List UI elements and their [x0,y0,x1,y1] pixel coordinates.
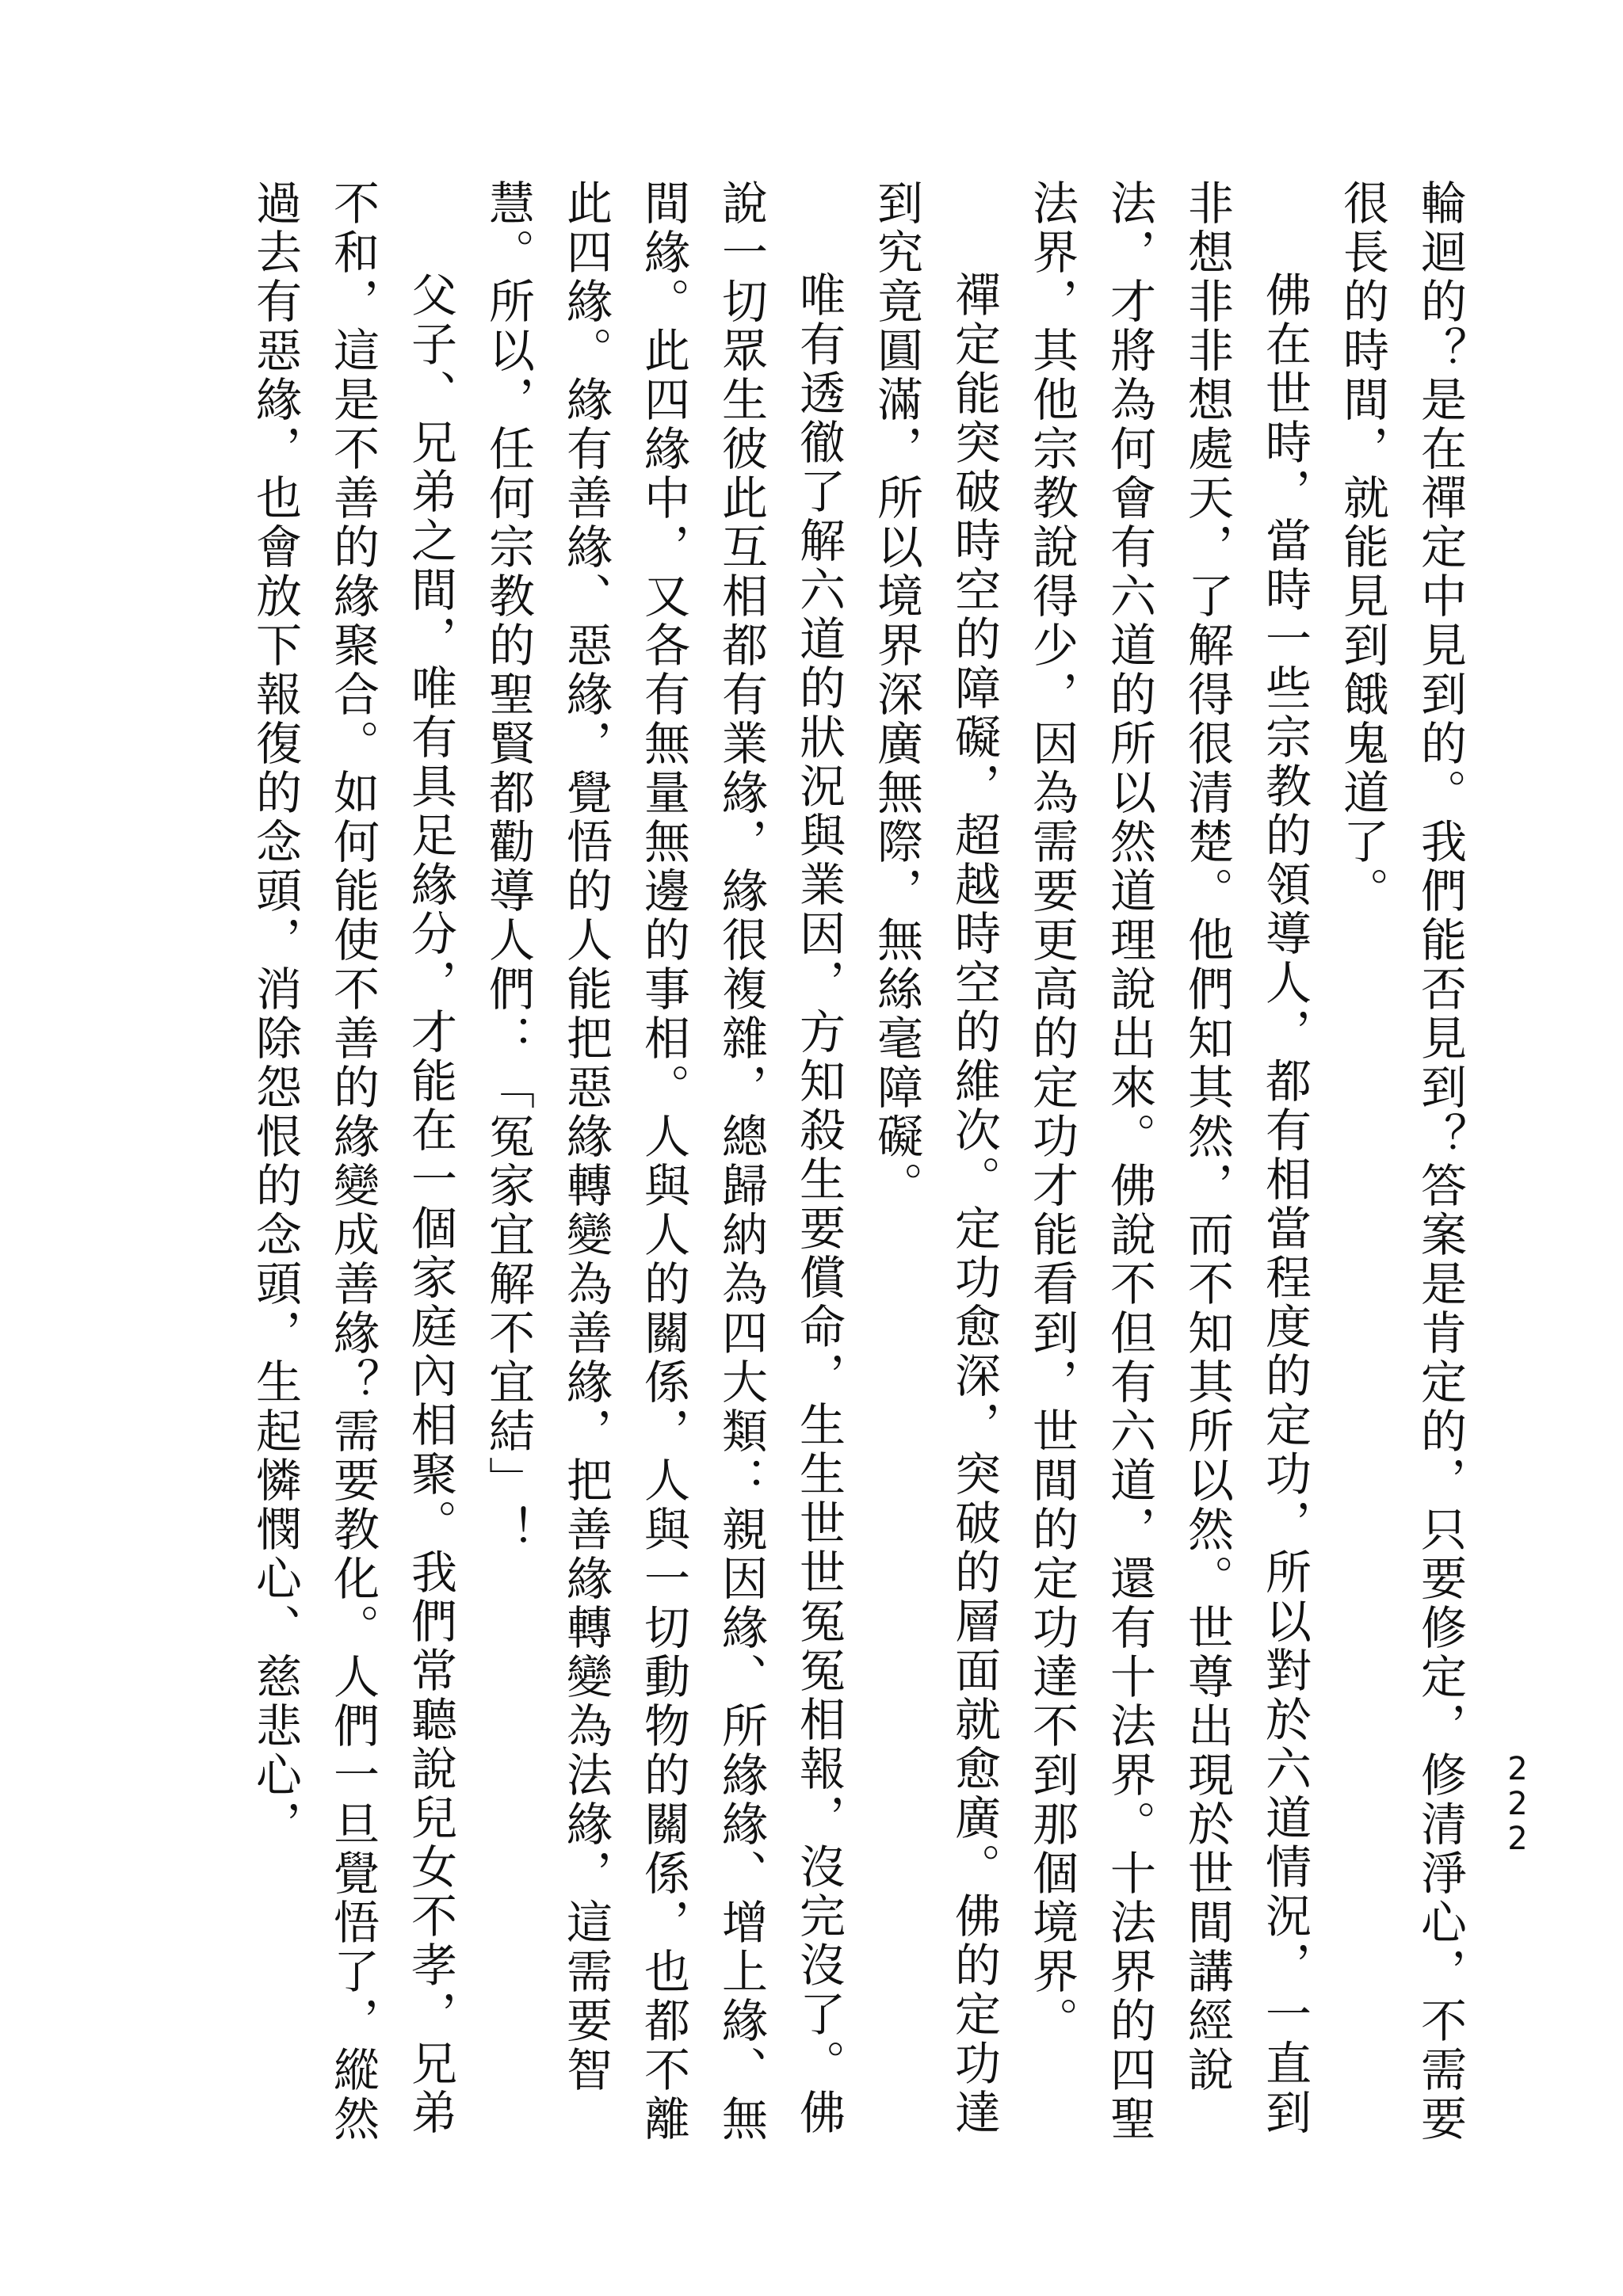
paragraph-3: 禪定能突破時空的障礙，超越時空的維次。定功愈深，突破的層面就愈廣。佛的定功達到究竟圓滿，所以境界深廣無際，無絲毫障礙。 [869,179,1001,2138]
page-number: 222 [1499,1751,1536,1855]
paragraph-5: 父子、兄弟之間，唯有具足緣分，才能在一個家庭內相聚。我們常聽說兒女不孝，兄弟不和，這是不善的緣聚合。如何能使不善的緣變成善緣？需要教化。人們一旦覺悟了，縱然過去有惡緣，也會放下報復的念頭，消除怨恨的念頭，生起憐憫心、慈悲心， [248,179,457,2144]
paragraph-4: 唯有透徹了解六道的狀況與業因，方知殺生要償命，生生世世冤冤相報，沒完沒了。佛說一切眾生彼此互相都有業緣，緣很複雜，總歸納為四大類：親因緣、所緣緣、增上緣、無間緣。此四緣中，又各有無量無邊的事相。人與人的關係，人與一切動物的關係，也都不離此四緣。緣有善緣、惡緣，覺悟的人能把惡緣轉變為善緣，把善緣轉變為法緣，這需要智慧。所以，任何宗教的聖賢都勸導人們：「冤家宜解不宜結」！ [481,179,846,2144]
paragraph-1: 輪迴的？是在禪定中見到的。我們能否見到？答案是肯定的，只要修定，修清淨心，不需要很長的時間，就能見到餓鬼道了。 [1335,179,1467,2144]
paragraph-2: 佛在世時，當時一些宗教的領導人，都有相當程度的定功，所以對於六道情況，一直到非想非非想處天，了解得很清楚。他們知其然，而不知其所以然。世尊出現於世間講經說法，才將為何會有六道的所以然道理說出來。佛說不但有六道，還有十法界。十法界的四聖法界，其他宗教說得少，因為需要更高的定功才能看到，世間的定功達不到那個境界。 [1025,179,1312,2144]
body-text [179,179,1479,2144]
